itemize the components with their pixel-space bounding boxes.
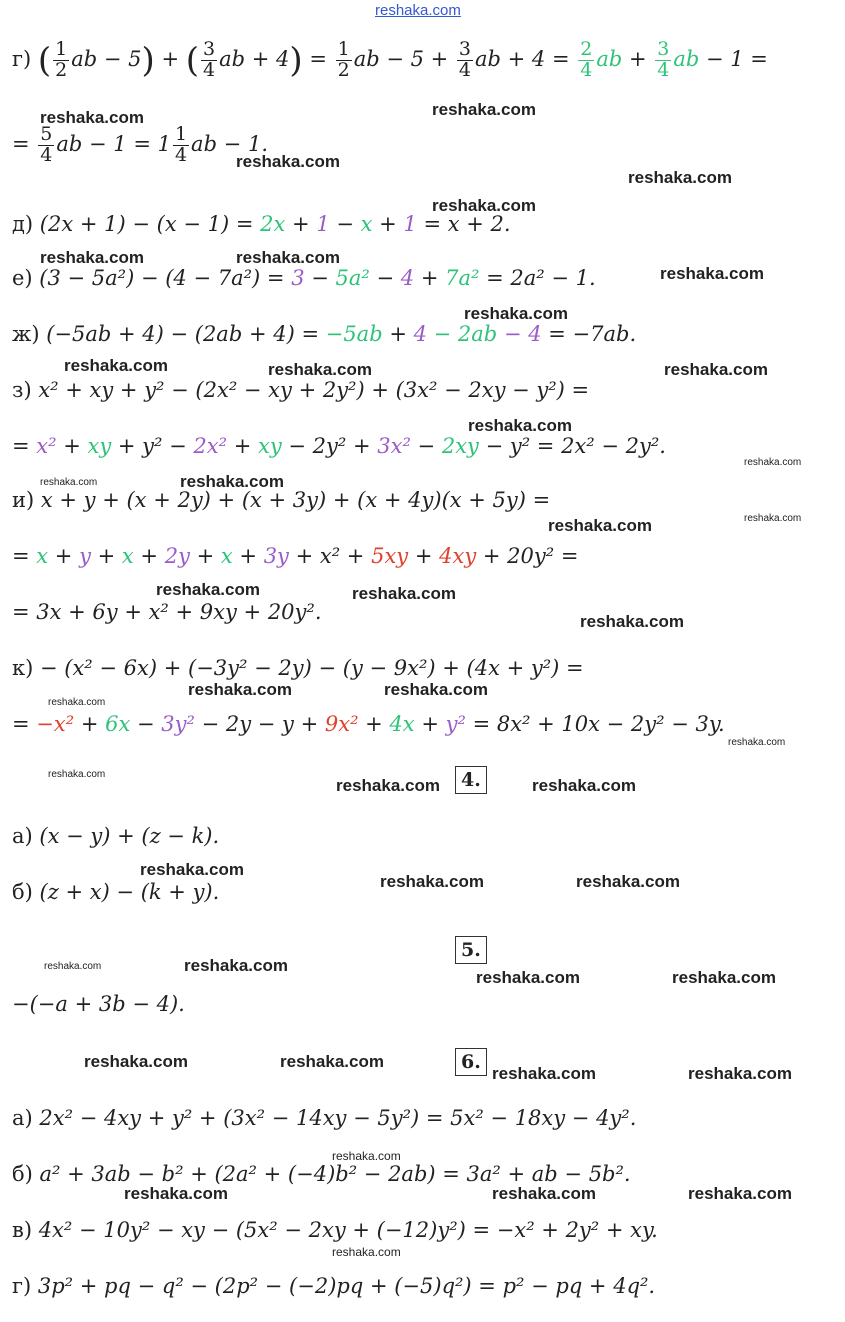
watermark-small: reshaka.com (744, 457, 802, 468)
watermark: reshaka.com (664, 360, 768, 379)
watermark-small: reshaka.com (728, 737, 786, 748)
formula-z-line1: з) x² + xy + y² − (2x² − xy + 2y²) + (3x² − 2xy − y²) = (12, 378, 590, 402)
formula-e: е) (3 − 5a²) − (4 − 7a²) = 3 − 5a² − 4 + 7a² = 2a² − 1. (12, 266, 596, 290)
task-number-5: 5. (455, 936, 487, 964)
formula-i-line2: = x + y + x + 2y + x + 3y + x² + 5xy + 4xy + 20y² = (12, 544, 579, 568)
watermark: reshaka.com (236, 248, 340, 267)
watermark: reshaka.com (532, 776, 636, 795)
watermark: reshaka.com (672, 968, 776, 987)
formula-i-line3: = 3x + 6y + x² + 9xy + 20y². (12, 600, 322, 624)
formula-5: −(−a + 3b − 4). (12, 992, 185, 1016)
watermark: reshaka.com (336, 776, 440, 795)
formula-6g: г) 3p² + pq − q² − (2p² − (−2)pq + (−5)q²) = p² − pq + 4q². (12, 1274, 656, 1298)
watermark-small: reshaka.com (44, 961, 102, 972)
watermark: reshaka.com (492, 1064, 596, 1083)
watermark: reshaka.com (380, 872, 484, 891)
formula-k-line1: к) − (x² − 6x) + (−3y² − 2y) − (y − 9x²) + (4x + y²) = (12, 656, 584, 680)
watermark-small: reshaka.com (40, 477, 98, 488)
watermark: reshaka.com (580, 612, 684, 631)
watermark: reshaka.com (180, 472, 284, 491)
watermark: reshaka.com (236, 152, 340, 171)
formula-g-line1: г) ( $\frac{1}{2}$ ab − 5) + ( $\frac{3}{4}$ ab + 4) = $\frac{1}{2}$ ab − 5 + $\frac{3}{4}$ ab + 4 = $\frac{2}{4}$ ab + $\frac{3}{4}$ ab − 1 = (12, 38, 768, 81)
formula-zh: ж) (−5ab + 4) − (2ab + 4) = −5ab + 4 − 2ab − 4 = −7ab. (12, 322, 637, 346)
watermark-small: reshaka.com (332, 1245, 401, 1259)
watermark: reshaka.com (40, 108, 144, 127)
watermark: reshaka.com (432, 196, 536, 215)
task-number-4: 4. (455, 766, 487, 794)
formula-4b: б) (z + x) − (k + y). (12, 880, 220, 904)
watermark: reshaka.com (280, 1052, 384, 1071)
watermark: reshaka.com (384, 680, 488, 699)
watermark: reshaka.com (688, 1064, 792, 1083)
watermark: reshaka.com (468, 416, 572, 435)
formula-k-line2: = −x² + 6x − 3y² − 2y − y + 9x² + 4x + y² = 8x² + 10x − 2y² − 3y. (12, 712, 725, 736)
watermark: reshaka.com (188, 680, 292, 699)
formula-d: д) (2x + 1) − (x − 1) = 2x + 1 − x + 1 = x + 2. (12, 212, 511, 236)
formula-g-line2: = $\frac{5}{4}$ ab − 1 = 1 $\frac{1}{4}$ ab − 1. (12, 123, 268, 166)
watermark: reshaka.com (628, 168, 732, 187)
task-number-6: 6. (455, 1048, 487, 1076)
header-watermark-link[interactable]: reshaka.com (375, 2, 461, 19)
watermark: reshaka.com (660, 264, 764, 283)
watermark: reshaka.com (352, 584, 456, 603)
watermark: reshaka.com (464, 304, 568, 323)
formula-z-line2: = x² + xy + y² − 2x² + xy − 2y² + 3x² − 2xy − y² = 2x² − 2y². (12, 434, 666, 458)
watermark-small: reshaka.com (48, 769, 106, 780)
watermark-small: reshaka.com (332, 1149, 401, 1163)
watermark-small: reshaka.com (744, 513, 802, 524)
watermark: reshaka.com (40, 248, 144, 267)
watermark: reshaka.com (576, 872, 680, 891)
formula-6a: а) 2x² − 4xy + y² + (3x² − 14xy − 5y²) = 5x² − 18xy − 4y². (12, 1106, 637, 1130)
formula-4a: а) (x − y) + (z − k). (12, 824, 220, 848)
watermark: reshaka.com (476, 968, 580, 987)
formula-6b: б) a² + 3ab − b² + (2a² + (−4)b² − 2ab) = 3a² + ab − 5b². (12, 1162, 631, 1186)
watermark-small: reshaka.com (48, 697, 106, 708)
watermark: reshaka.com (268, 360, 372, 379)
watermark: reshaka.com (156, 580, 260, 599)
watermark: reshaka.com (432, 100, 536, 119)
watermark: reshaka.com (84, 1052, 188, 1071)
formula-i-line1: и) x + y + (x + 2y) + (x + 3y) + (x + 4y)(x + 5y) = (12, 488, 551, 512)
watermark: reshaka.com (124, 1184, 228, 1203)
watermark: reshaka.com (184, 956, 288, 975)
watermark: reshaka.com (688, 1184, 792, 1203)
watermark: reshaka.com (64, 356, 168, 375)
watermark: reshaka.com (492, 1184, 596, 1203)
formula-6v: в) 4x² − 10y² − xy − (5x² − 2xy + (−12)y²) = −x² + 2y² + xy. (12, 1218, 658, 1242)
label-g: г) (12, 46, 32, 71)
watermark: reshaka.com (140, 860, 244, 879)
watermark: reshaka.com (548, 516, 652, 535)
